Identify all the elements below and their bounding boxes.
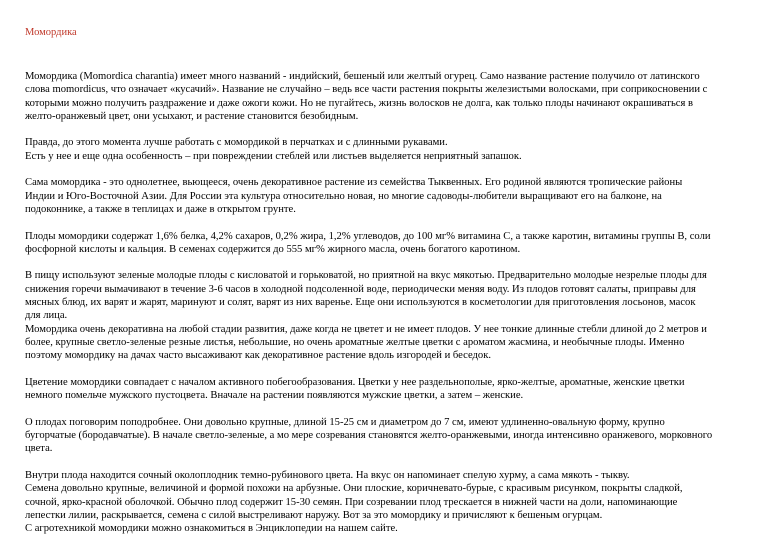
text-line: О плодах поговорим поподробнее. Они довольно крупные, длиной 15-25 см и диаметром до 7 см, имеют удлиненно-овальную форму, крупно	[25, 416, 665, 428]
text-line: мясных блюд, их варят и жарят, маринуют и солят, варят из них варенье. Еще они используются в косметологии для приготовления лосьонов, масок	[25, 297, 696, 309]
text-line: более, крупные светло-зеленые резные листья, небольшие, но очень ароматные желтые цветки с ароматом жасмина, и необычные плоды. Именно	[25, 336, 685, 348]
text-line: сочной, ярко-красной оболочкой. Обычно плод содержит 15-30 семян. При созревании плод трескается в нижней части на доли, напоминающие	[25, 496, 678, 508]
paragraph	[25, 416, 743, 456]
text-line: Момордика очень декоративна на любой стадии развития, даже когда не цветет и не имеет плодов. У нее тонкие длинные стебли длиной до 2 метров и	[25, 323, 707, 335]
text-line: которыми можно получить раздражение и даже ожоги кожи. Но не пугайтесь, жизнь волосков не долга, как только плоды начинают окрашиваться в	[25, 97, 693, 109]
text-line: Сама момордика - это однолетнее, вьющееся, очень декоративное растение из семейства Тыквенных. Его родиной являются тропические районы	[25, 177, 683, 189]
text-line: подоконнике, а также в теплицах и даже в открытом грунте.	[25, 203, 296, 215]
text-line: слова momordicus, что означает «кусачий». Название не случайно – ведь все части растения покрыты железистыми волосками, при соприкосновении с	[25, 84, 708, 96]
text-line: желто-оранжевый цвет, они усыхают, и растение становится безобидным.	[25, 110, 359, 122]
text-line: немного помельче мужского пустоцвета. Вначале на растении появляются мужские цветки, а затем – женские.	[25, 390, 524, 402]
text-line: для лица.	[25, 310, 68, 322]
paragraph	[25, 269, 743, 362]
text-line: В пищу используют зеленые молодые плоды с кисловатой и горьковатой, но приятной на вкус мякотью. Предварительно молодые незрелые плоды для	[25, 270, 707, 282]
text-line: лепестки лилии, раскрывается, семена с силой выстреливают наружу. Вот за это момордику и причисляют к бешеным огурцам.	[25, 509, 603, 521]
text-line: Правда, до этого момента лучше работать с момордикой в перчатках и с длинными рукавами.	[25, 137, 448, 149]
text-line: снижения горечи вымачивают в течение 3-6 часов в холодной подсоленной воде, периодически меняя воду. Из плодов готовят салаты, приправы для	[25, 283, 696, 295]
text-line: фосфорной кислоты и кальция. В семенах содержится до 555 мг% жирного масла, очень богатого каротином.	[25, 243, 521, 255]
paragraph	[25, 376, 743, 403]
text-line: Семена довольно крупные, величиной и формой похожи на арбузные. Они плоские, коричневато-бурые, с красивым рисунком, покрыты сладкой,	[25, 483, 683, 495]
paragraph	[25, 230, 743, 257]
text-line: Плоды момордики содержат 1,6% белка, 4,2% сахаров, 0,2% жира, 1,2% углеводов, до 100 мг% витамина С, а также каротин, витамины группы В, соли	[25, 230, 711, 242]
text-line: бугорчатые (бородавчатые). В начале светло-зеленые, а мо мере созревания становятся желто-оранжевыми, иногда интенсивно оранжевого, морковного	[25, 430, 713, 442]
text-line: Индии и Юго-Восточной Азии. Для России эта культура относительно новая, но многие садоводы-любители выращивают его на балконе, на	[25, 190, 662, 202]
text-line: поэтому момордику на дачах часто высаживают как декоративное растение вдоль изгородей и беседок.	[25, 350, 491, 362]
text-line: цвета.	[25, 443, 53, 455]
text-line: С агротехникой момордики можно ознакомиться в Энциклопедии на нашем сайте.	[25, 523, 398, 535]
paragraph	[25, 469, 743, 535]
text-line: Внутри плода находится сочный околоплодник темно-рубинового цвета. На вкус он напоминает спелую хурму, а сама мякоть - тыкву.	[25, 469, 630, 481]
paragraph	[25, 136, 743, 163]
text-line: Цветение момордики совпадает с началом активного побегообразования. Цветки у нее раздельнополые, ярко-желтые, ароматные, женские цветки	[25, 376, 685, 388]
text-line: Момордика (Momordica charantia) имеет много названий - индийский, бешеный или желтый огурец. Само название растение получило от латинского	[25, 71, 700, 82]
paragraph	[25, 70, 743, 123]
paragraph	[25, 176, 743, 216]
document-title: Момордика	[25, 27, 77, 38]
text-line: Есть у нее и еще одна особенность – при повреждении стеблей или листьев выделяется неприятный запашок.	[25, 150, 522, 162]
document-body	[25, 70, 743, 549]
